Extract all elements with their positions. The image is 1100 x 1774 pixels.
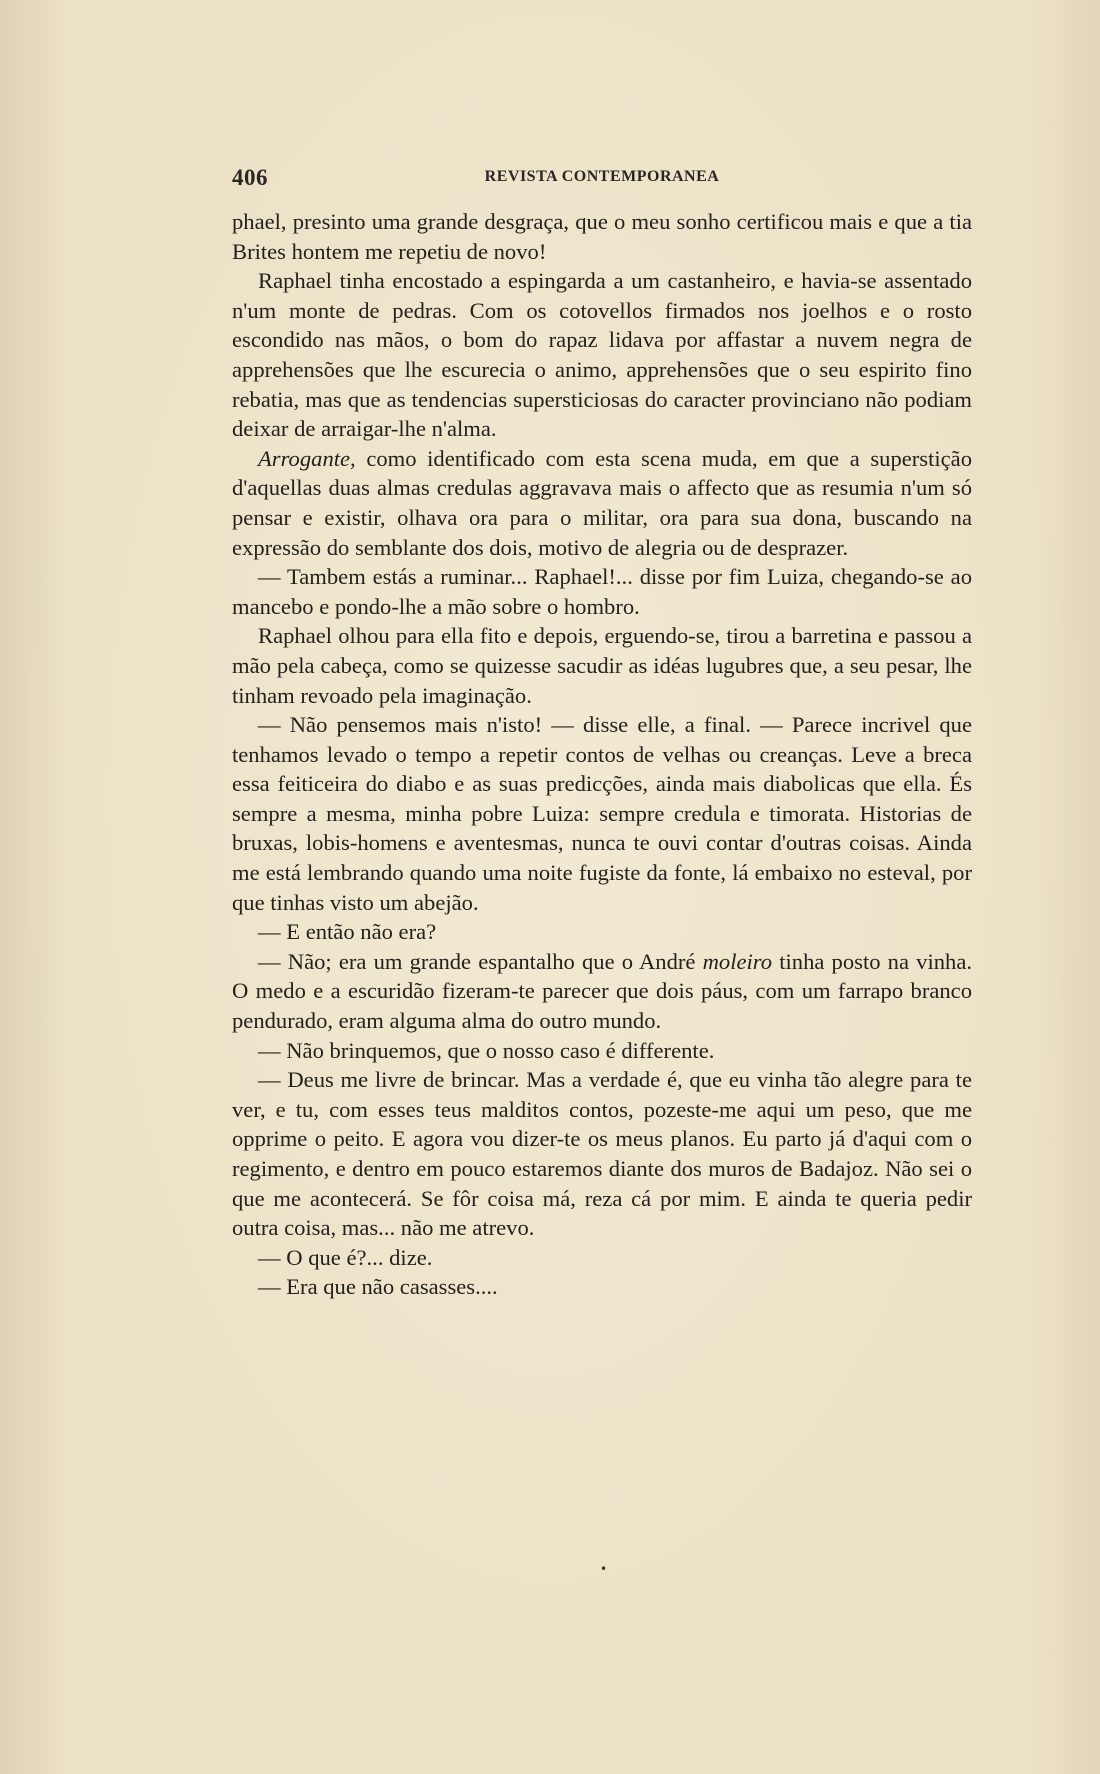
paragraph-text: — Não; era um grande espantalho que o André [258, 948, 703, 974]
paragraph: — Era que não casasses.... [258, 1274, 498, 1300]
paragraph-text: tinha posto na vinha. O medo e a escuridão fizeram-te parecer que dois páus, com um farrapo branco pendurado, eram alguma alma do outro mundo. [232, 948, 972, 1034]
paragraph: — Não brinquemos, que o nosso caso é differente. [258, 1037, 715, 1063]
paragraph: — Não pensemos mais n'isto! — disse elle, a final. — Parece incrivel que tenhamos levado o tempo a repetir contos de velhas ou creanças. Leve a breca essa feiticeira do diabo e as suas predicções, ainda mais diabolicas que ella. És sempre a mesma, minha pobre Luiza: sempre credula e timorata. Historias de bruxas, lobis-homens e aventesmas, nunca te ouvi contar d'outras coisas. Ainda me está lembrando quando uma noite fugiste da fonte, lá embaixo no esteval, por que tinhas visto um abejão. [232, 712, 972, 915]
paragraph: Raphael tinha encostado a espingarda a um castanheiro, e havia-se assentado n'um monte de pedras. Com os cotovellos firmados nos joelhos e o rosto escondido nas mãos, o bom do rapaz lidava por affastar a nuvem negra de apprehensões que lhe escurecia o animo, apprehensões que o seu espirito fino rebatia, mas que as tendencias supersticiosas do caracter provinciano não podiam deixar de arraigar-lhe n'alma. [232, 268, 972, 442]
italic-word: moleiro [702, 948, 773, 974]
page-header [232, 165, 972, 195]
body-text [232, 207, 972, 1302]
paragraph: — Tambem estás a ruminar... Raphael!... disse por fim Luiza, chegando-se ao mancebo e pondo-lhe a mão sobre o hombro. [232, 564, 972, 619]
running-head: REVISTA CONTEMPORANEA [484, 168, 720, 185]
paragraph [232, 444, 972, 562]
paragraph: — O que é?... dize. [258, 1244, 433, 1270]
paragraph-text: como identificado com esta scena muda, em que a superstição d'aquellas duas almas credulas aggravava mais o affecto que as resumia n'um só pensar e existir, olhava ora para o militar, ora para sua dona, buscando na expressão do semblante dos dois, motivo de alegria ou de desprazer. [232, 445, 972, 560]
print-mark: • [600, 1562, 608, 1576]
paragraph: — E então não era? [258, 919, 437, 945]
page-number: 406 [232, 165, 268, 190]
paragraph: — Deus me livre de brincar. Mas a verdade é, que eu vinha tão alegre para te ver, e tu, com esses teus malditos contos, pozeste-me aqui um peso, que me opprime o peito. E agora vou dizer-te os meus planos. Eu parto já d'aqui com o regimento, e dentro em pouco estaremos diante dos muros de Badajoz. Não sei o que me acontecerá. Se fôr coisa má, reza cá por mim. E ainda te queria pedir outra coisa, mas... não me atrevo. [232, 1067, 972, 1241]
italic-word: Arrogante, [258, 445, 356, 471]
paragraph: Raphael olhou para ella fito e depois, erguendo-se, tirou a barretina e passou a mão pela cabeça, como se quizesse sacudir as idéas lugubres que, a seu pesar, lhe tinham revoado pela imaginação. [232, 623, 972, 708]
paragraph: phael, presinto uma grande desgraça, que o meu sonho certificou mais e que a tia Brites hontem me repetiu de novo! [232, 209, 972, 264]
paragraph [232, 947, 972, 1036]
